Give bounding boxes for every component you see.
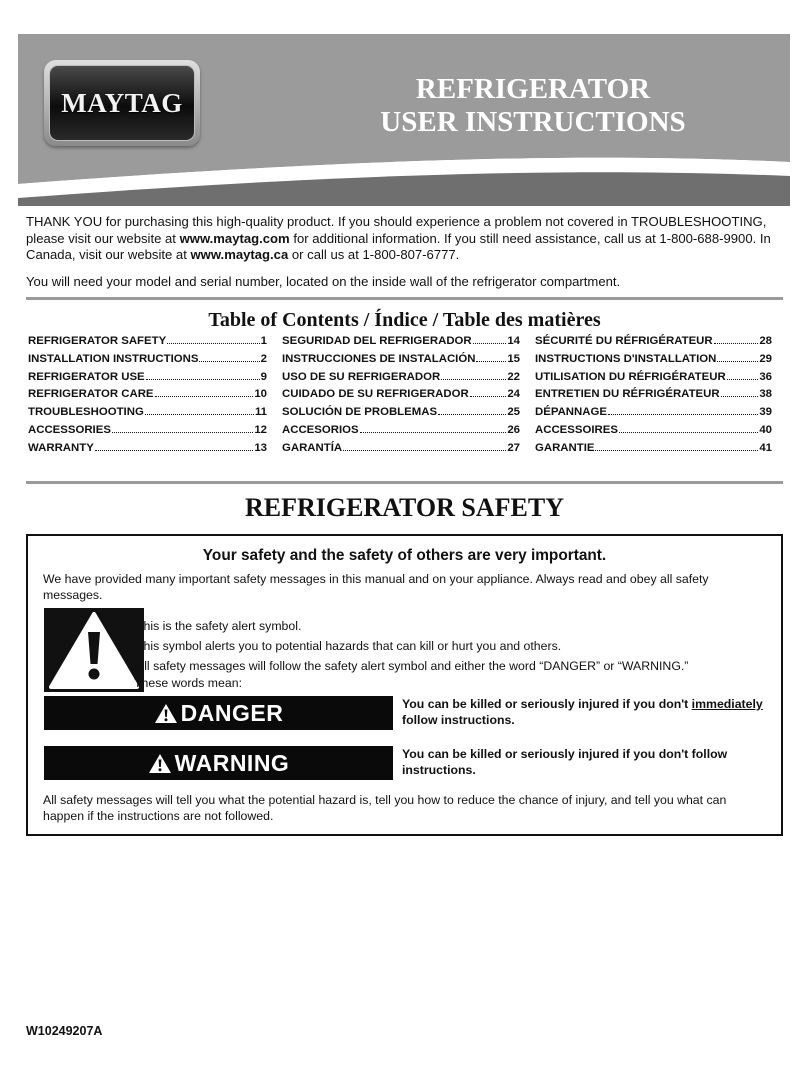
toc-leader-dots: [714, 343, 759, 344]
toc-entry-page: 39: [759, 406, 772, 419]
toc-entry[interactable]: [535, 386, 772, 404]
divider-rule: [26, 481, 783, 484]
toc-entry-label: ACCESSORIES: [28, 423, 111, 436]
intro-section: [26, 214, 786, 290]
toc-entry-label: CUIDADO DE SU REFRIGERADOR: [282, 388, 469, 401]
toc-column-spanish: [282, 333, 520, 458]
toc-entry-label: GARANTÍA: [282, 441, 343, 454]
maytag-logo: [44, 60, 200, 146]
toc-leader-dots: [360, 432, 507, 433]
toc-entry-label: REFRIGERATOR SAFETY: [28, 335, 167, 347]
toc-leader-dots: [721, 396, 759, 397]
danger-alert-icon: [154, 703, 178, 724]
toc-entry-page: 29: [759, 352, 772, 365]
toc-entry-label: DÉPANNAGE: [535, 406, 607, 419]
toc-entry-label: GARANTIE: [535, 441, 595, 454]
toc-entry-label: ACCESORIOS: [282, 423, 359, 436]
warning-signal-panel: [44, 746, 393, 780]
toc-leader-dots: [199, 361, 259, 362]
document-title-line2: USER INSTRUCTIONS: [380, 106, 686, 138]
toc-entry-label: REFRIGERATOR CARE: [28, 388, 154, 401]
toc-entry-label: REFRIGERATOR USE: [28, 370, 145, 383]
toc-entry-page: 9: [260, 370, 267, 383]
toc-entry-page: 41: [759, 441, 772, 454]
danger-signal-word: DANGER: [180, 699, 284, 726]
document-title-line1: REFRIGERATOR: [415, 73, 651, 105]
toc-entry-label: INSTRUCTIONS D'INSTALLATION: [535, 352, 717, 365]
toc-entry-label: SÉCURITÉ DU RÉFRIGÉRATEUR: [535, 335, 713, 347]
toc-entry-page: 27: [507, 441, 520, 454]
warning-message: You can be killed or seriously injured if you don't follow instructions.: [402, 747, 728, 777]
toc-leader-dots: [155, 396, 254, 397]
toc-leader-dots: [473, 343, 507, 344]
toc-leader-dots: [112, 432, 253, 433]
danger-message-text: follow instructions.: [402, 713, 515, 727]
alert-line: All safety messages will follow the safety alert symbol and either the word “DANGER” or “WARNING.”: [136, 659, 689, 673]
header-banner: [18, 34, 790, 206]
toc-leader-dots: [470, 396, 507, 397]
toc-leader-dots: [717, 361, 758, 362]
safety-section-title: REFRIGERATOR SAFETY: [244, 493, 565, 522]
toc-entry-page: 11: [254, 406, 267, 419]
toc-entry[interactable]: [535, 404, 772, 422]
website-link-ca[interactable]: www.maytag.ca: [190, 247, 289, 263]
toc-leader-dots: [727, 379, 759, 380]
toc-entry[interactable]: [28, 386, 267, 404]
toc-entry-label: SOLUCIÓN DE PROBLEMAS: [282, 406, 438, 419]
toc-entry[interactable]: [535, 351, 772, 369]
intro-text-a: THANK YOU for purchasing this high-quality product. If you should experience a problem not covered in TROUBLESHOOTING, please visit our website at: [26, 214, 767, 246]
toc-entry-label: UTILISATION DU RÉFRIGÉRATEUR: [535, 370, 726, 383]
toc-leader-dots: [608, 414, 758, 415]
toc-entry-label: WARRANTY: [28, 441, 94, 454]
alert-line: These words mean:: [134, 676, 242, 690]
warning-alert-icon: [148, 753, 172, 774]
website-link-us[interactable]: www.maytag.com: [179, 230, 290, 246]
model-serial-note: You will need your model and serial number, located on the inside wall of the refrigerator compartment.: [26, 273, 621, 289]
toc-entry[interactable]: [282, 351, 520, 369]
toc-leader-dots: [146, 379, 260, 380]
logo-text: MAYTAG: [61, 87, 183, 118]
toc-entry-page: 2: [260, 352, 267, 365]
toc-entry-page: 13: [254, 441, 267, 454]
safety-footer: All safety messages will tell you what the potential hazard is, tell you how to reduce the chance of injury, and tell you what can happen if the instructions are not followed.: [43, 793, 727, 823]
toc-entry-page: 10: [254, 388, 267, 401]
intro-text-b: for additional information. If you still need assistance, call us at 1-800-688-9900. In Canada, visit our website at: [26, 230, 771, 263]
alert-symbol-explanation: [136, 616, 776, 690]
warning-signal-word: WARNING: [174, 749, 290, 776]
toc-leader-dots: [476, 361, 506, 362]
toc-entry-page: 38: [759, 388, 772, 401]
danger-message: [402, 696, 774, 728]
part-number: W10249207A: [26, 1024, 103, 1038]
toc-entry[interactable]: [282, 333, 520, 351]
toc-entry[interactable]: [282, 422, 520, 440]
toc-entry-label: ENTRETIEN DU RÉFRIGÉRATEUR: [535, 388, 720, 401]
toc-leader-dots: [95, 450, 254, 451]
intro-text-c: or call us at 1-800-807-6777.: [288, 247, 460, 263]
toc-leader-dots: [595, 450, 758, 451]
safety-alert-symbol-icon: [44, 608, 144, 692]
toc-leader-dots: [343, 450, 506, 451]
toc-column-french: [535, 333, 772, 458]
toc-entry[interactable]: [282, 369, 520, 387]
toc-entry[interactable]: [535, 422, 772, 440]
toc-entry-page: 14: [507, 335, 520, 347]
toc-entry-label: USO DE SU REFRIGERADOR: [282, 370, 441, 383]
alert-line: This symbol alerts you to potential hazards that can kill or hurt you and others.: [136, 639, 562, 653]
safety-box: [26, 534, 783, 836]
toc-leader-dots: [619, 432, 758, 433]
toc-entry-label: SEGURIDAD DEL REFRIGERADOR: [282, 335, 472, 347]
toc-entry-page: 28: [759, 335, 772, 347]
toc-entry[interactable]: [535, 333, 772, 351]
toc-entry[interactable]: [282, 440, 520, 458]
toc-entry-page: 12: [254, 423, 267, 436]
safety-intro: We have provided many important safety messages in this manual and on your appliance. Always read and obey all safety messages.: [43, 572, 709, 602]
toc-entry-label: TROUBLESHOOTING: [28, 406, 144, 419]
toc-leader-dots: [167, 343, 259, 344]
toc-entry[interactable]: [282, 386, 520, 404]
divider-rule: [26, 297, 783, 300]
toc-entry[interactable]: [535, 369, 772, 387]
toc-entry[interactable]: [28, 333, 267, 351]
toc-entry-page: 25: [507, 406, 520, 419]
toc-entry-page: 36: [759, 370, 772, 383]
toc-leader-dots: [438, 414, 506, 415]
intro-paragraph: [26, 214, 786, 264]
toc-entry[interactable]: [28, 351, 267, 369]
toc-entry-page: 22: [507, 370, 520, 383]
toc-entry[interactable]: [282, 404, 520, 422]
toc-entry-label: INSTALLATION INSTRUCTIONS: [28, 352, 199, 365]
toc-entry-page: 26: [507, 423, 520, 436]
toc-title: Table of Contents / Índice / Table des matières: [208, 309, 601, 331]
toc-entry-page: 15: [507, 352, 520, 365]
toc-entry-page: 40: [759, 423, 772, 436]
toc-entry[interactable]: [535, 440, 772, 458]
danger-message-emphasis: immediately: [691, 697, 763, 711]
toc-entry[interactable]: [28, 369, 267, 387]
danger-message-text: You can be killed or seriously injured if you don't: [402, 697, 692, 711]
toc-entry[interactable]: [28, 404, 267, 422]
toc-leader-dots: [145, 414, 254, 415]
toc-entry-page: 24: [507, 388, 520, 401]
toc-entry-page: 1: [260, 335, 267, 347]
danger-signal-panel: [44, 696, 393, 730]
toc-column-english: [28, 333, 267, 458]
toc-entry-label: INSTRUCCIONES DE INSTALACIÓN: [282, 352, 476, 365]
safety-headline: Your safety and the safety of others are very important.: [202, 547, 607, 564]
toc-entry[interactable]: [28, 440, 267, 458]
alert-line: This is the safety alert symbol.: [136, 619, 302, 633]
toc-entry[interactable]: [28, 422, 267, 440]
toc-entry-label: ACCESSOIRES: [535, 423, 618, 436]
toc-leader-dots: [441, 379, 506, 380]
